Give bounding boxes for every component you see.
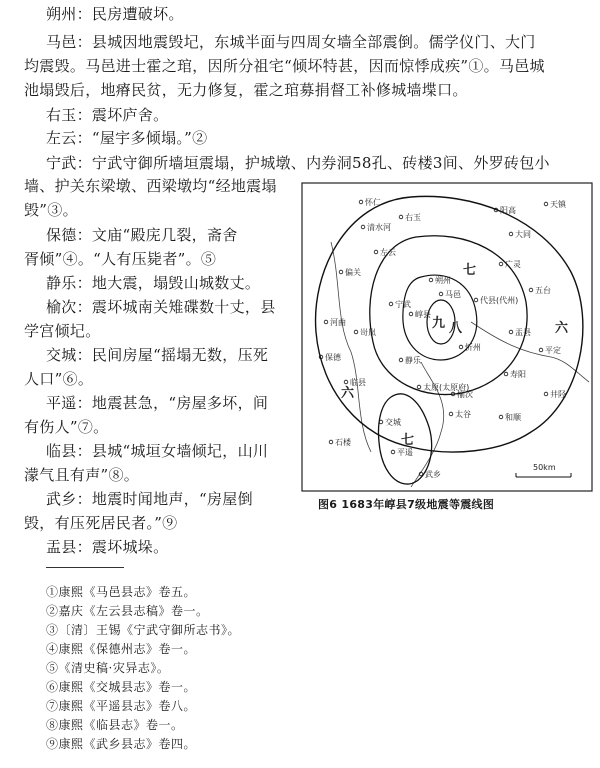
- town-marker: [539, 348, 543, 352]
- place-label: 井陉: [550, 390, 566, 399]
- place-label: 右玉: [405, 213, 421, 222]
- body-line: 临县：县城“城垣女墙倾圮，山川: [46, 442, 269, 460]
- intensity-label: 九: [432, 316, 446, 331]
- town-marker: [374, 250, 378, 254]
- intensity-label: 六: [341, 386, 355, 401]
- intensity-label: 七: [463, 263, 477, 278]
- place-label: 忻州: [465, 343, 481, 352]
- town-marker: [399, 358, 403, 362]
- body-line: 保德：文庙“殿庑几裂，斋舍: [46, 226, 238, 244]
- body-line: 有伤人”⑦。: [24, 418, 109, 436]
- footnote-rule: [46, 567, 124, 568]
- intensity-label: 七: [401, 433, 415, 448]
- place-label: 和顺: [505, 413, 521, 422]
- town-marker: [361, 225, 365, 229]
- scale-label: 50km: [533, 463, 556, 472]
- intensity-label: 八: [449, 321, 463, 336]
- town-marker: [359, 200, 363, 204]
- footnote: ⑥康熙《交城县志》卷一。: [46, 680, 197, 694]
- place-label: 静乐: [405, 356, 421, 365]
- town-marker: [499, 415, 503, 419]
- town-marker: [449, 412, 453, 416]
- body-line: 均震毁。马邑进士霍之琯，因所分祖宅“倾坏特甚，因而惊悸成疾”①。马邑城: [24, 57, 545, 75]
- town-marker: [529, 288, 533, 292]
- town-marker: [417, 385, 421, 389]
- town-marker: [391, 450, 395, 454]
- body-line: 毁”③。: [24, 201, 78, 219]
- place-label: 偏关: [345, 268, 361, 277]
- town-marker: [324, 320, 328, 324]
- body-line: 墙、护关东梁墩、西梁墩均“经地震塌: [24, 177, 277, 195]
- body-line: 马邑：县城因地震毁圮，东城半面与四周女墙全部震倒。儒学仪门、大门: [46, 33, 536, 51]
- place-label: 朔州: [435, 276, 451, 285]
- place-label: 阳高: [500, 206, 516, 215]
- body-line: 榆次：震坏城南关雉碟数十丈，县: [46, 298, 276, 316]
- footnote: ⑤《清史稿·灾异志》。: [46, 661, 170, 675]
- place-label: 平遥: [397, 448, 413, 457]
- place-label: 交城: [385, 418, 401, 427]
- footnote: ⑧康熙《临县志》卷一。: [46, 718, 184, 732]
- town-marker: [409, 312, 413, 316]
- footnote: ⑨康熙《武乡县志》卷四。: [46, 737, 197, 751]
- place-label: 五台: [535, 286, 551, 295]
- place-label: 太原(太原府): [423, 383, 470, 392]
- isoseismal-map: [301, 182, 593, 492]
- town-marker: [459, 345, 463, 349]
- body-line: 朔州：民房遭破坏。: [46, 5, 184, 23]
- body-line: 静乐：地大震，塌毁山城数丈。: [46, 274, 261, 292]
- place-label: 河曲: [330, 318, 346, 327]
- body-line: 武乡：地震时闻地声，“房屋倒: [46, 490, 253, 508]
- body-line: 平遥：地震甚急，“房屋多坏，间: [46, 394, 269, 412]
- town-marker: [544, 392, 548, 396]
- place-label: 临县: [350, 378, 366, 387]
- town-marker: [544, 202, 548, 206]
- body-line: 盂县：震坏城垛。: [46, 538, 169, 556]
- town-marker: [499, 262, 503, 266]
- body-line: 毁，有压死居民者。”⑨: [24, 514, 178, 532]
- body-line: 右玉：震坏庐舍。: [46, 106, 169, 124]
- place-label: 崞县: [415, 310, 431, 319]
- figure-caption: 图6 1683年崞县7级地震等震线图: [318, 498, 495, 511]
- footnote: ⑦康熙《平遥县志》卷八。: [46, 699, 197, 713]
- place-label: 大同: [515, 230, 531, 239]
- place-label: 榆次: [457, 390, 473, 399]
- body-line: 池塌毁后，地瘠民贫，无力修复，霍之琯募捐督工补修城墙堞口。: [24, 81, 468, 99]
- place-label: 平定: [545, 346, 561, 355]
- place-label: 盂县: [515, 328, 531, 337]
- town-marker: [439, 292, 443, 296]
- town-marker: [509, 232, 513, 236]
- town-marker: [389, 302, 393, 306]
- place-label: 左云: [380, 248, 396, 257]
- footnote: ③〔清〕王锡《宁武守御所志书》。: [46, 623, 241, 637]
- town-marker: [429, 278, 433, 282]
- place-label: 岢岚: [360, 328, 376, 337]
- place-label: 怀仁: [365, 198, 381, 207]
- place-label: 天镇: [550, 200, 566, 209]
- place-label: 代县(代州): [480, 296, 519, 305]
- town-marker: [339, 270, 343, 274]
- place-label: 广灵: [505, 260, 521, 269]
- place-label: 清水河: [367, 223, 391, 232]
- town-marker: [344, 380, 348, 384]
- place-label: 石楼: [335, 438, 351, 447]
- town-marker: [399, 215, 403, 219]
- place-label: 武乡: [425, 470, 441, 479]
- isoseismal-vii: [370, 236, 527, 395]
- body-line: 交城：民间房屋“摇塌无数，压死: [46, 346, 269, 364]
- place-label: 宁武: [395, 300, 411, 309]
- town-marker: [509, 330, 513, 334]
- body-line: 濛气且有声”⑧。: [24, 466, 140, 484]
- place-label: 太谷: [455, 410, 471, 419]
- place-label: 保德: [325, 353, 341, 362]
- place-label: 马邑: [445, 290, 461, 299]
- town-marker: [504, 372, 508, 376]
- place-label: 寿阳: [510, 370, 526, 379]
- footnote: ④康熙《保德州志》卷一。: [46, 642, 197, 656]
- body-line: 宁武：宁武守御所墙垣震塌，护城墩、内券洞58孔、砖楼3间、外罗砖包小: [46, 154, 550, 172]
- town-marker: [329, 440, 333, 444]
- footnote: ①康熙《马邑县志》卷五。: [46, 585, 197, 599]
- town-marker: [354, 330, 358, 334]
- body-line: 人口”⑥。: [24, 370, 94, 388]
- footnote: ②嘉庆《左云县志稿》卷一。: [46, 604, 209, 618]
- body-line: 左云：“屋宇多倾塌。”②: [46, 129, 208, 147]
- intensity-label: 六: [555, 321, 569, 336]
- body-line: 学宫倾圮。: [24, 322, 101, 340]
- body-line: 胥倾”④。“人有压毙者”。⑤: [24, 250, 217, 268]
- town-marker: [474, 298, 478, 302]
